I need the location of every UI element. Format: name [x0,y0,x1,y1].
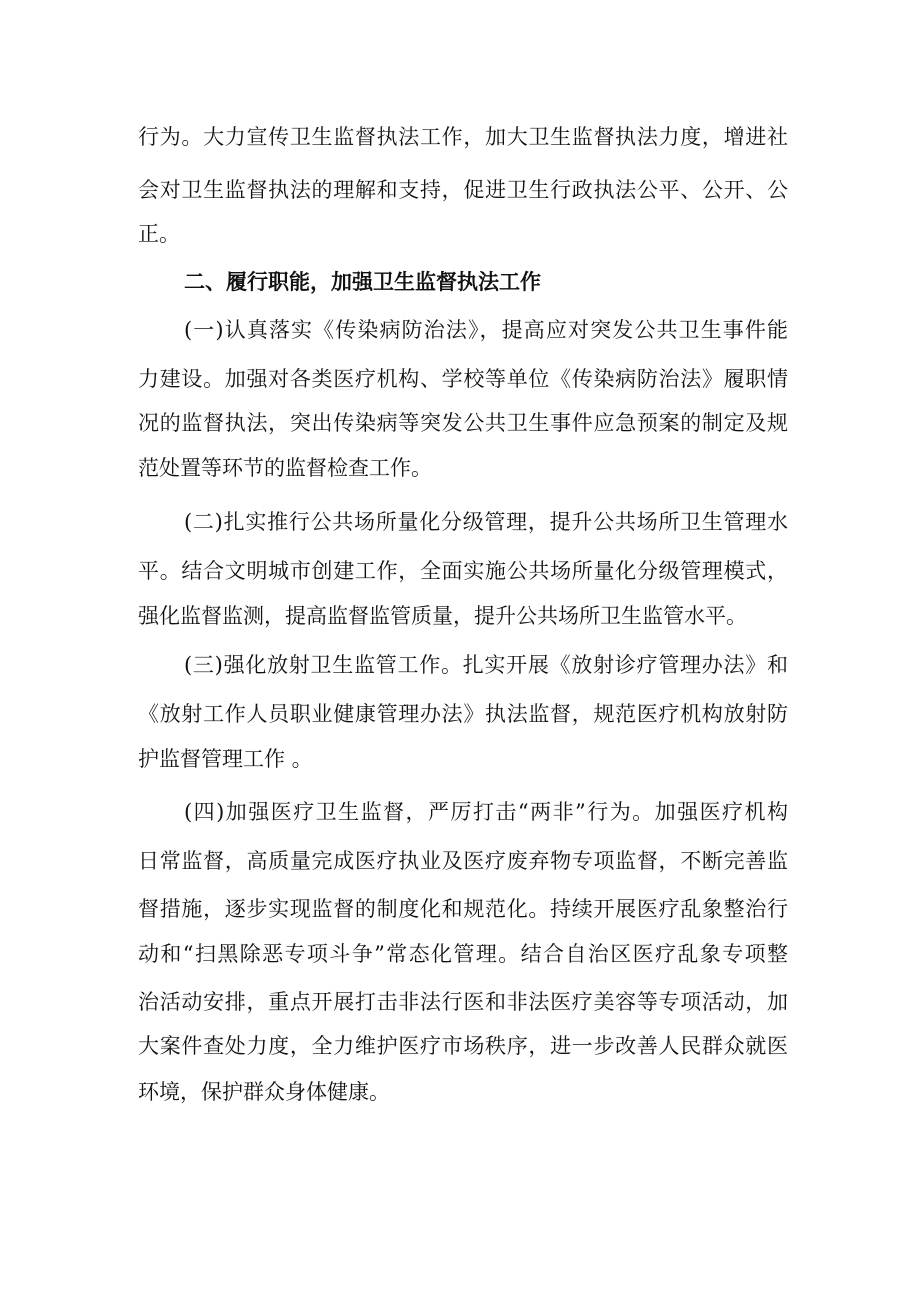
paragraph-1-line-2: 力建设。加强对各类医疗机构、学校等单位《传染病防治法》履职情 [138,367,788,391]
paragraph-4-line-2: 日常监督，高质量完成医疗执业及医疗废弃物专项监督，不断完善监 [138,849,788,873]
paragraph-1-line-3: 况的监督执法，突出传染病等突发公共卫生事件应急预案的制定及规 [138,411,788,435]
paragraph-4-line-6: 大案件查处力度，全力维护医疗市场秩序，进一步改善人民群众就医 [138,1034,788,1058]
paragraph-4-line-1: (四)加强医疗卫生监督，严厉打击“两非”行为。加强医疗机构 [184,800,788,824]
paragraph-4-line-7: 环境，保护群众身体健康。 [138,1080,390,1104]
paragraph-2-line-3: 强化监督监测，提高监督监管质量，提升公共场所卫生监管水平。 [138,604,747,628]
paragraph-4-line-4: 动和“扫黑除恶专项斗争”常态化管理。结合自治区医疗乱象专项整 [138,942,788,966]
paragraph-3-line-1: (三)强化放射卫生监管工作。扎实开展《放射诊疗管理办法》和 [184,653,788,677]
paragraph-0-line-2: 会对卫生监督执法的理解和支持，促进卫生行政执法公平、公开、公 [138,178,788,202]
paragraph-4-line-3: 督措施，逐步实现监督的制度化和规范化。持续开展医疗乱象整治行 [138,897,788,921]
paragraph-1-line-4: 范处置等环节的监督检查工作。 [138,456,432,480]
paragraph-3-line-2: 《放射工作人员职业健康管理办法》执法监督，规范医疗机构放射防 [138,702,788,726]
paragraph-1-line-1: (一)认真落实《传染病防治法》，提高应对突发公共卫生事件能 [184,318,788,342]
paragraph-4-line-5: 治活动安排，重点开展打击非法行医和非法医疗美容等专项活动，加 [138,990,788,1014]
paragraph-0-line-1: 行为。大力宣传卫生监督执法工作，加大卫生监督执法力度，增进社 [138,125,788,149]
paragraph-3-line-3: 护监督管理工作 。 [138,747,313,771]
paragraph-0-line-3: 正。 [138,222,180,246]
paragraph-2-line-2: 平。结合文明城市创建工作，全面实施公共场所量化分级管理模式， [138,559,788,583]
section-heading: 二、履行职能，加强卫生监督执法工作 [184,270,541,294]
paragraph-2-line-1: (二)扎实推行公共场所量化分级管理，提升公共场所卫生管理水 [184,510,788,534]
